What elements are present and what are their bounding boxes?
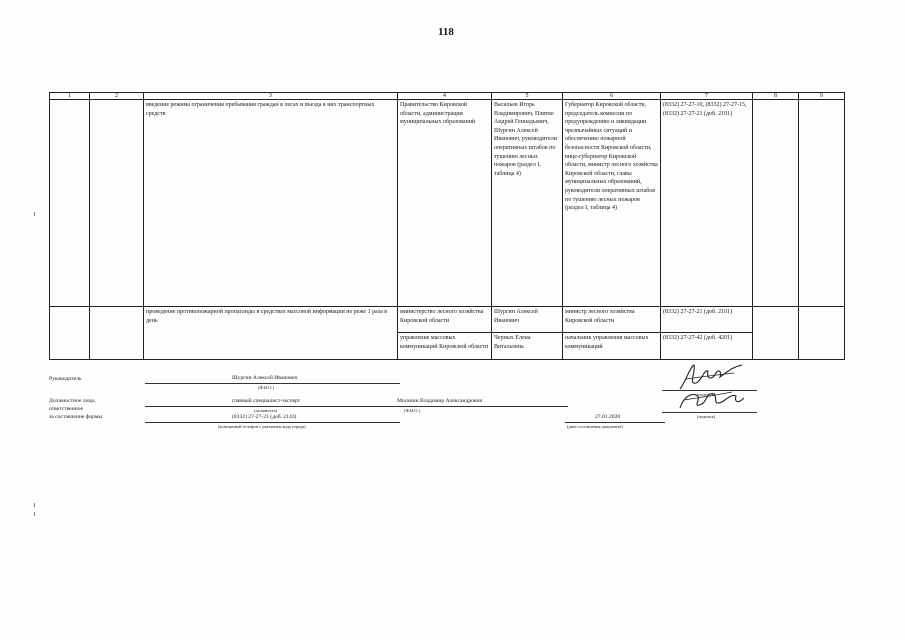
table-cell	[799, 307, 845, 360]
column-number: 5	[492, 93, 563, 100]
table-cell	[753, 307, 799, 360]
signature-caption: (подпись)	[697, 414, 716, 419]
responsible-label: Должностное лицо,	[49, 398, 96, 404]
table-cell	[50, 100, 90, 307]
responsible-body-cell: управление массовых коммуникаций Кировской области	[398, 333, 492, 360]
table-row	[50, 307, 845, 333]
table-cell	[50, 307, 90, 360]
column-number: 7	[661, 93, 753, 100]
phone-value: (8332) 27-27-21 (доб. 2143)	[232, 414, 297, 420]
responsible-person-cell: Шургин Алексей Иванович	[492, 307, 563, 333]
responsible-name: Москвин Владимир Александрович	[397, 398, 483, 404]
column-number: 6	[563, 93, 661, 100]
table-cell	[753, 100, 799, 307]
table-cell	[90, 100, 144, 307]
date-value: 27.01.2020	[595, 414, 621, 420]
page-number: 118	[438, 26, 454, 38]
signature-caption: (подпись)	[697, 392, 716, 397]
responsible-signature	[676, 386, 748, 414]
scan-mark	[34, 503, 35, 507]
date-line	[565, 422, 665, 423]
column-number: 8	[753, 93, 799, 100]
action-plan-table	[49, 92, 845, 360]
position-caption: (должность)	[254, 408, 278, 413]
position-cell: начальник управления массовых коммуникаций	[563, 333, 661, 360]
column-number-row	[50, 93, 845, 100]
column-number: 9	[799, 93, 845, 100]
scan-mark	[34, 212, 35, 216]
fio-caption: (Ф.И.О.)	[258, 385, 275, 390]
measure-cell: введение режима ограничения пребывания граждан в лесах и въезда в них транспортных средств	[144, 100, 398, 307]
column-number: 4	[398, 93, 492, 100]
phone-caption: (контактный телефон с указанием кода города)	[218, 424, 306, 429]
column-number: 2	[90, 93, 144, 100]
position-line	[145, 406, 400, 407]
phone-cell: (8332) 27-27-21 (доб. 2101)	[661, 307, 753, 333]
table-cell	[799, 100, 845, 307]
position-cell: министр лесного хозяйства Кировской области	[563, 307, 661, 333]
column-number: 1	[50, 93, 90, 100]
responsible-person-cell: Черных Елена Витальевна	[492, 333, 563, 360]
position-cell: Губернатор Кировской области, председатель комиссии по предупреждению и ликвидации чрезвычайных ситуаций и обеспечению пожарной безопасности Кировской области, вице-губернатор Кировской области, министр лесного хозяйства Кировской области, главы муниципальных образований, руководители оперативных штабов по тушению лесных пожаров (раздел I, таблица 4)	[563, 100, 661, 307]
column-number: 3	[144, 93, 398, 100]
head-name: Шургин Алексей Иванович	[232, 375, 298, 381]
responsible-body-cell: министерство лесного хозяйства Кировской области	[398, 307, 492, 333]
phone-cell: (8332) 27-27-10, (8332) 27-27-15, (8332) 27-27-21 (доб. 2101)	[661, 100, 753, 307]
table-cell	[90, 307, 144, 360]
date-caption: (дата составления документа)	[567, 424, 623, 429]
table-row	[50, 100, 845, 307]
phone-line	[145, 422, 400, 423]
responsible-label: за составление формы	[49, 414, 103, 420]
position-value: главный специалист-эксперт	[232, 398, 301, 404]
responsible-body-cell: Правительство Кировской области, администрации муниципальных образований	[398, 100, 492, 307]
responsible-name-line	[398, 406, 568, 407]
responsible-label: ответственное	[49, 406, 84, 412]
fio-caption: (Ф.И.О.)	[404, 408, 421, 413]
phone-cell: (8332) 27-27-42 (доб. 4201)	[661, 333, 753, 360]
responsible-person-cell: Васильев Игорь Владимирович, Плитко Андрей Геннадьевич, Шургин Алексей Иванович, руководители оперативных штабов по тушению лесных пожаров (раздел I, таблица 4)	[492, 100, 563, 307]
head-name-line	[145, 383, 400, 384]
scan-mark	[34, 512, 35, 516]
measure-cell: проведение противопожарной пропаганды в средствах массовой информации не реже 1 раза в день	[144, 307, 398, 360]
head-label: Руководитель	[49, 376, 82, 382]
